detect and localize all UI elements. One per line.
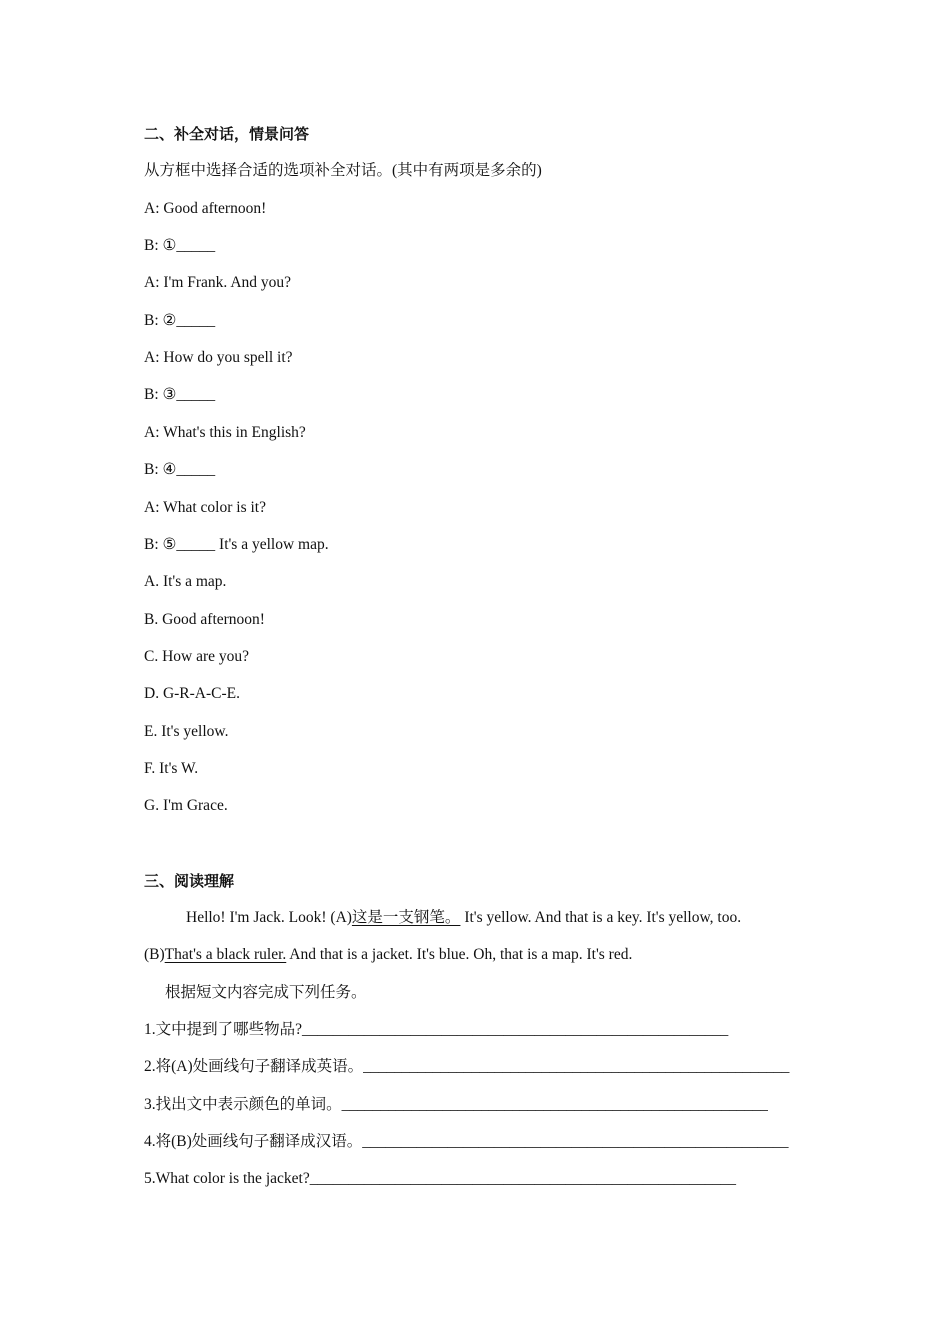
question-3: 3.找出文中表示颜色的单词。_______________________________________________________	[144, 1096, 768, 1113]
dialogue-line: B: ②_____	[144, 312, 216, 329]
dialogue-line: A: What color is it?	[144, 499, 266, 516]
question-1: 1.文中提到了哪些物品?_______________________________________________________	[144, 1021, 729, 1038]
dialogue-line: A: Good afternoon!	[144, 200, 267, 217]
task-instruction: 根据短文内容完成下列任务。	[165, 984, 367, 1001]
option-item: B. Good afternoon!	[144, 611, 265, 628]
underlined-sentence-b: That's a black ruler.	[164, 946, 287, 963]
option-item: C. How are you?	[144, 648, 250, 665]
dialogue-line: A: I'm Frank. And you?	[144, 274, 292, 291]
passage-text: And that is a jacket. It's blue. Oh, that is a map. It's red.	[286, 946, 633, 963]
passage-text: It's yellow. And that is a key. It's yellow, too.	[460, 909, 742, 926]
option-item: G. I'm Grace.	[144, 797, 228, 814]
option-item: D. G-R-A-C-E.	[144, 685, 240, 702]
option-item: E. It's yellow.	[144, 723, 229, 740]
option-item: A. It's a map.	[144, 573, 227, 590]
passage-line-2	[144, 945, 810, 965]
dialogue-line: B: ④_____	[144, 461, 216, 478]
dialogue-line: B: ①_____	[144, 237, 216, 254]
underlined-sentence-a: 这是一支钢笔。	[351, 909, 461, 926]
dialogue-line: A: How do you spell it?	[144, 349, 293, 366]
dialogue-line: B: ③_____	[144, 386, 216, 403]
section2-instruction: 从方框中选择合适的选项补全对话。(其中有两项是多余的)	[144, 162, 542, 179]
section3-title: 三、阅读理解	[144, 872, 235, 890]
dialogue-line: B: ⑤_____ It's a yellow map.	[144, 536, 329, 553]
question-5: 5.What color is the jacket?_______________________________________________________	[144, 1170, 736, 1187]
dialogue-line: A: What's this in English?	[144, 424, 306, 441]
passage-line-1	[144, 908, 810, 928]
question-4: 4.将(B)处画线句子翻译成汉语。_______________________________________________________	[144, 1133, 789, 1150]
passage-text: Hello! I'm Jack. Look! (A)	[186, 909, 352, 926]
option-item: F. It's W.	[144, 760, 199, 777]
passage-text: (B)	[144, 946, 165, 963]
question-2: 2.将(A)处画线句子翻译成英语。_______________________________________________________	[144, 1058, 790, 1075]
section2-title: 二、补全对话，情景问答	[144, 125, 310, 143]
